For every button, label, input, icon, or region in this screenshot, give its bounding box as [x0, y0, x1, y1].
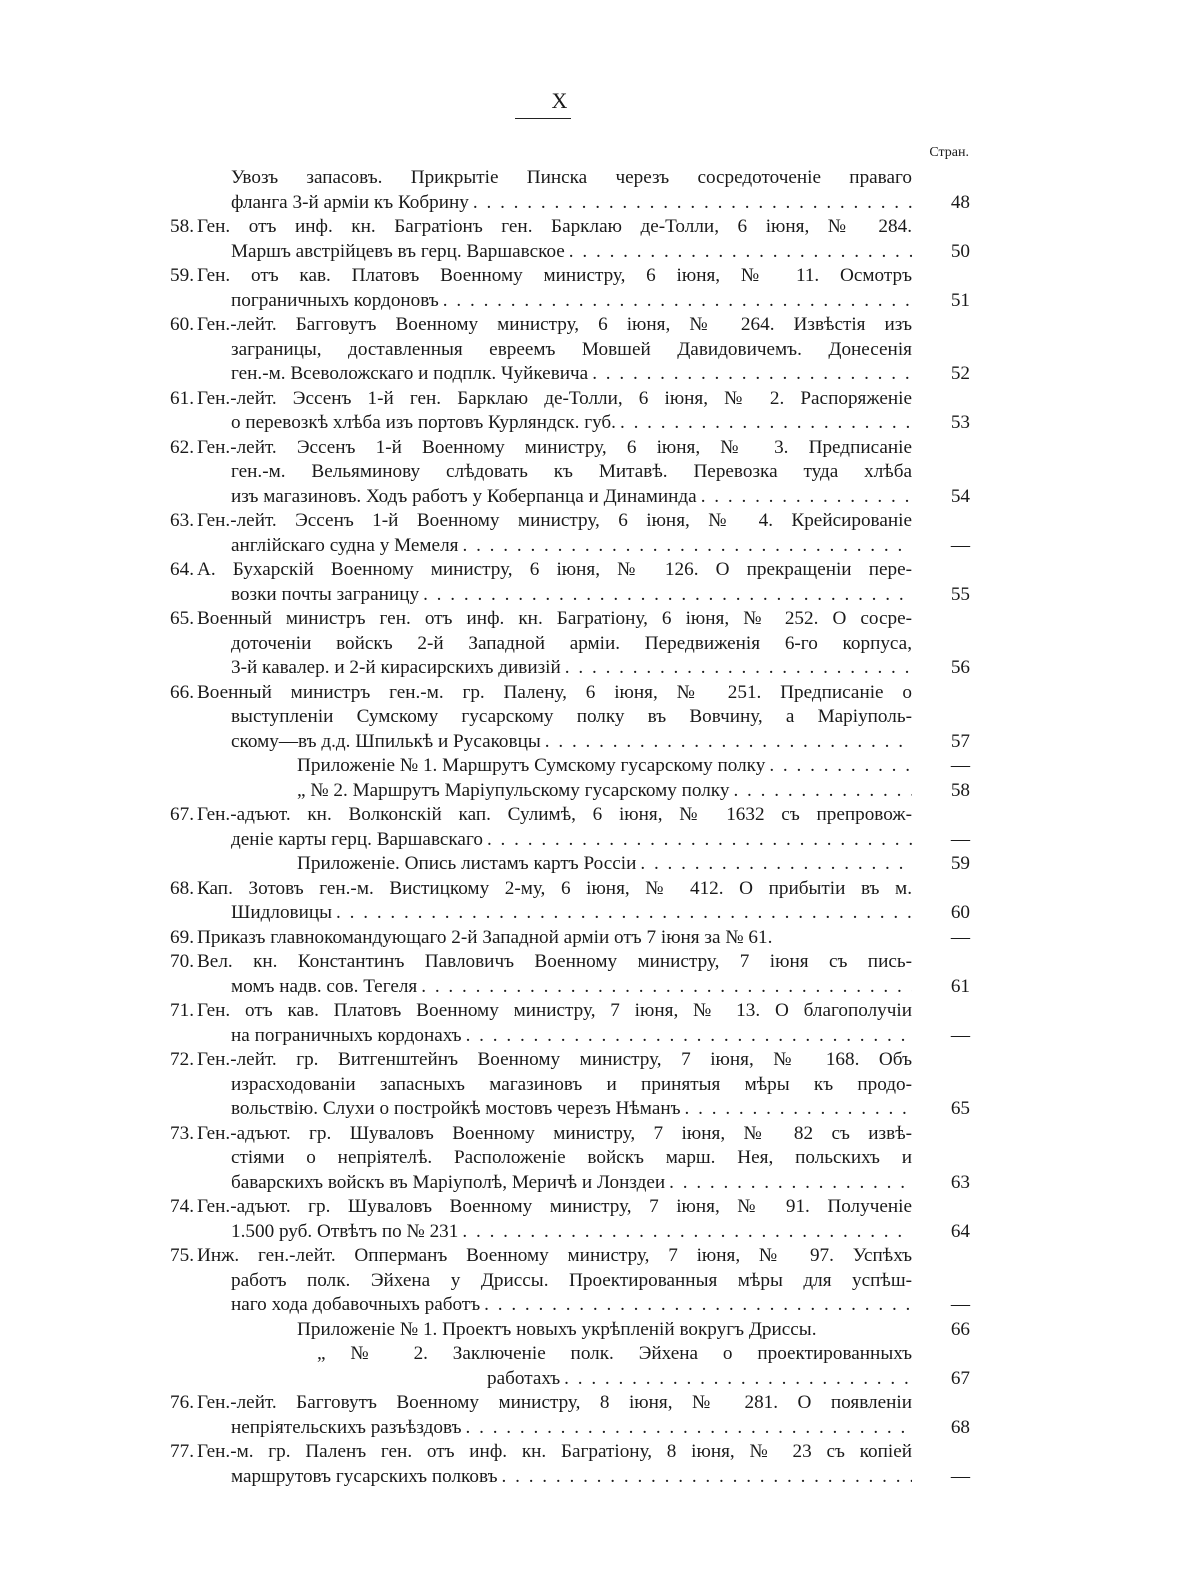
entry-last-line: маршрутовъ гусарскихъ полковъ . . .: [197, 1465, 912, 1490]
entry-page: —: [950, 534, 970, 556]
entry-page: 64: [950, 1220, 970, 1242]
entry-page: —: [950, 1465, 970, 1487]
entry-text: [197, 803, 912, 852]
entry-number: 77.: [170, 1441, 194, 1462]
entry-line: Ген. отъ кав. Платовъ Военному министру, 7 іюня, № 13. О благополучіи: [197, 1000, 912, 1021]
entry-last-line: на пограничныхъ кордонахъ . . .: [197, 1024, 912, 1049]
entry-number: 64.: [170, 559, 194, 580]
leader-dots: [458, 534, 912, 559]
leader-dots: [417, 975, 912, 1000]
toc-entry: [160, 999, 970, 1048]
entry-text: [197, 166, 912, 215]
entry-page: —: [950, 926, 970, 948]
toc-entry: [160, 558, 970, 607]
entry-line: Ген.-лейт. Эссенъ 1-й Военному министру, 6 іюня, № 4. Крейсированіе: [197, 510, 912, 531]
entry-number: 72.: [170, 1049, 194, 1070]
toc-entry: [160, 754, 970, 779]
entry-last-line: фланга 3-й арміи къ Кобрину . . .: [197, 191, 912, 216]
entry-last-line: англійскаго судна у Мемеля . . .: [197, 534, 912, 559]
leader-dots: [616, 411, 912, 436]
entry-text: [197, 215, 912, 264]
entry-page: 55: [950, 583, 970, 605]
entry-text: [197, 1122, 912, 1196]
entry-number: [160, 1342, 197, 1391]
entry-line: Ген. отъ инф. кн. Багратіонъ ген. Барклаю де-Толли, 6 іюня, № 284.: [197, 216, 912, 237]
entry-text: [197, 607, 912, 681]
leader-dots: [588, 362, 912, 387]
entry-last-line: Приказъ главнокомандующаго 2-й Западной арміи отъ 7 іюня за № 61.: [197, 926, 773, 948]
entry-number: 59.: [170, 265, 194, 286]
entry-last-line: ген.-м. Всеволожскаго и подплк. Чуйкевича . . .: [197, 362, 912, 387]
entry-text: [197, 950, 912, 999]
toc-entry: [160, 779, 970, 804]
leader-dots: [498, 1465, 913, 1490]
leader-dots: [480, 1293, 912, 1318]
toc-entry: [160, 852, 970, 877]
leader-dots: [697, 485, 912, 510]
entry-number: [160, 1318, 197, 1343]
entry-last-line: Шидловицы . . .: [197, 901, 912, 926]
entry-last-line: 1.500 руб. Отвѣтъ по № 231 . . .: [197, 1220, 912, 1245]
entry-number: 66.: [170, 681, 194, 703]
toc-entry: [160, 436, 970, 510]
entry-line: Военный министръ ген. отъ инф. кн. Багратіону, 6 іюня, № 252. О сосре-: [197, 608, 912, 629]
table-of-contents: [160, 166, 970, 1489]
leader-dots: [458, 1220, 912, 1245]
entry-text: [197, 999, 912, 1048]
entry-last-line: работахъ . . .: [317, 1367, 912, 1392]
entry-number: [160, 166, 197, 215]
toc-entry: [160, 1195, 970, 1244]
toc-entry: [160, 1048, 970, 1122]
entry-page: 67: [950, 1367, 970, 1389]
toc-entry: [160, 877, 970, 926]
entry-page: 53: [950, 412, 970, 433]
entry-last-line: Приложеніе. Опись листамъ картъ Россіи . . .: [297, 852, 912, 877]
leader-dots: [541, 730, 912, 755]
entry-text: [197, 852, 912, 877]
entry-text: [197, 1244, 912, 1318]
toc-entry: [160, 1342, 970, 1391]
leader-dots: [560, 1367, 912, 1392]
toc-entry: [160, 926, 970, 951]
leader-dots: [483, 828, 912, 853]
toc-entry: [160, 1440, 970, 1489]
toc-entry: [160, 607, 970, 681]
entry-line: стіями о непріятелѣ. Расположеніе войскъ марш. Нея, польскихъ и: [231, 1147, 912, 1168]
entry-last-line: изъ магазиновъ. Ходъ работъ у Коберпанца и Динаминда . . .: [197, 485, 912, 510]
entry-line: ген.-м. Вельяминову слѣдовать къ Митавѣ. Перевозка туда хлѣба: [231, 461, 912, 482]
entry-last-line: наго хода добавочныхъ работъ . . .: [197, 1293, 912, 1318]
entry-page: 54: [950, 485, 970, 507]
entry-last-line: о перевозкѣ хлѣба изъ портовъ Курляндск. губ. . . .: [197, 411, 912, 436]
entry-line: Ген.-лейт. гр. Витгенштейнъ Военному министру, 7 іюня, № 168. Объ: [197, 1049, 912, 1070]
entry-page: 56: [950, 657, 970, 678]
entry-text: [197, 779, 912, 804]
toc-entry: [160, 1244, 970, 1318]
entry-line: „ № 2. Заключеніе полк. Эйхена о проектированныхъ: [317, 1343, 912, 1364]
entry-page: 57: [950, 730, 970, 752]
entry-page: 66: [950, 1318, 970, 1340]
entry-number: 74.: [170, 1196, 194, 1217]
toc-entry: [160, 215, 970, 264]
toc-entry: [160, 509, 970, 558]
entry-text: [197, 1391, 912, 1440]
toc-entry: [160, 166, 970, 215]
leader-dots: [469, 191, 912, 216]
toc-entry: [160, 387, 970, 436]
entry-line: израсходованіи запасныхъ магазиновъ и принятыя мѣры къ продо-: [231, 1073, 912, 1095]
toc-entry: [160, 681, 970, 755]
entry-line: Ген.-лейт. Эссенъ 1-й Военному министру, 6 іюня, № 3. Предписаніе: [197, 436, 912, 458]
leader-dots: [565, 240, 912, 265]
entry-line: Увозъ запасовъ. Прикрытіе Пинска черезъ сосредоточеніе праваго: [231, 167, 912, 188]
entry-line: Ген.-адъют. гр. Шуваловъ Военному министру, 7 іюня, № 82 съ извѣ-: [197, 1122, 912, 1144]
entry-page: 48: [950, 191, 970, 213]
entry-text: [197, 877, 912, 926]
entry-text: [197, 313, 912, 387]
leader-dots: [681, 1097, 912, 1122]
toc-entry: [160, 803, 970, 852]
toc-entry: [160, 1391, 970, 1440]
entry-line: работъ полк. Эйхена у Дриссы. Проектированныя мѣры для успѣш-: [231, 1269, 912, 1291]
entry-last-line: баварскихъ войскъ въ Маріуполѣ, Меричѣ и Лонздеи . . .: [197, 1171, 912, 1196]
entry-last-line: вольствію. Слухи о постройкѣ мостовъ черезъ Нѣманъ . . .: [197, 1097, 912, 1122]
entry-page: 60: [950, 902, 970, 923]
toc-entry: [160, 313, 970, 387]
entry-page: 61: [950, 975, 970, 997]
entry-page: 52: [950, 363, 970, 384]
entry-line: доточеніи войскъ 2-й Западной арміи. Передвиженія 6-го корпуса,: [231, 632, 912, 654]
entry-last-line: момъ надв. сов. Тегеля . . .: [197, 975, 912, 1000]
entry-number: 60.: [170, 314, 194, 335]
entry-last-line: Приложеніе № 1. Проектъ новыхъ укрѣпленій вокругъ Дриссы.: [297, 1318, 817, 1340]
entry-line: Ген.-адъют. гр. Шуваловъ Военному министру, 7 іюня, № 91. Полученіе: [197, 1196, 912, 1217]
toc-entry: [160, 264, 970, 313]
leader-dots: [729, 779, 912, 804]
entry-number: 68.: [170, 877, 194, 899]
entry-last-line: 3-й кавалер. и 2-й кирасирскихъ дивизій . . .: [197, 656, 912, 681]
entry-text: [197, 754, 912, 779]
entry-number: [160, 754, 197, 779]
leader-dots: [765, 754, 912, 779]
leader-dots: [439, 289, 912, 314]
entry-text: [197, 1342, 912, 1391]
entry-page: 68: [950, 1416, 970, 1438]
leader-dots: [419, 583, 912, 608]
entry-page: 50: [950, 240, 970, 262]
entry-line: Ген.-лейт. Багговутъ Военному министру, 8 іюня, № 281. О появленіи: [197, 1392, 912, 1413]
entry-text: [197, 1048, 912, 1122]
entry-text: [197, 436, 912, 510]
entry-line: Ген. отъ кав. Платовъ Военному министру, 6 іюня, № 11. Осмотръ: [197, 265, 912, 286]
entry-number: 76.: [170, 1392, 194, 1413]
entry-page: —: [950, 828, 970, 850]
toc-entry: [160, 1318, 970, 1343]
entry-text: [197, 264, 912, 313]
entry-page: —: [950, 1024, 970, 1046]
entry-text: [197, 1318, 912, 1343]
entry-text: [197, 558, 912, 607]
entry-line: Ген.-м. гр. Паленъ ген. отъ инф. кн. Багратіону, 8 іюня, № 23 съ копіей: [197, 1441, 912, 1462]
entry-page: 65: [950, 1098, 970, 1119]
toc-entry: [160, 950, 970, 999]
entry-last-line: непріятельскихъ разъѣздовъ . . .: [197, 1416, 912, 1441]
entry-line: Военный министръ ген.-м. гр. Палену, 6 іюня, № 251. Предписаніе о: [197, 681, 912, 703]
pages-column-label: Стран.: [929, 145, 969, 160]
entry-last-line: деніе карты герц. Варшавскаго . . .: [197, 828, 912, 853]
entry-page: 59: [950, 853, 970, 874]
entry-number: [160, 779, 197, 804]
entry-page: —: [950, 1294, 970, 1315]
entry-text: [197, 1440, 912, 1489]
entry-number: 62.: [170, 436, 194, 458]
leader-dots: [636, 852, 912, 877]
entry-number: 75.: [170, 1245, 194, 1266]
entry-last-line: Приложеніе № 1. Маршрутъ Сумскому гусарскому полку . . .: [297, 754, 912, 779]
entry-line: А. Бухарскій Военному министру, 6 іюня, № 126. О прекращеніи пере-: [197, 559, 912, 580]
entry-line: Кап. Зотовъ ген.-м. Вистицкому 2-му, 6 іюня, № 412. О прибытіи въ м.: [197, 877, 912, 899]
entry-page: 51: [950, 289, 970, 311]
entry-line: Вел. кн. Константинъ Павловичъ Военному министру, 7 іюня съ пись-: [197, 951, 912, 972]
entry-line: заграницы, доставленныя евреемъ Мовшей Давидовичемъ. Донесенія: [231, 338, 912, 360]
leader-dots: [561, 656, 912, 681]
leader-dots: [462, 1024, 912, 1049]
entry-text: [197, 387, 912, 436]
entry-number: 67.: [170, 804, 194, 825]
entry-text: [197, 1195, 912, 1244]
header-rule: [515, 118, 571, 119]
entry-text: [197, 509, 912, 558]
entry-line: Ген.-лейт. Эссенъ 1-й ген. Барклаю де-Толли, 6 іюня, № 2. Распоряженіе: [197, 387, 912, 409]
entry-line: Инж. ген.-лейт. Опперманъ Военному министру, 7 іюня, № 97. Успѣхъ: [197, 1245, 912, 1266]
entry-number: 63.: [170, 510, 194, 531]
entry-number: 71.: [170, 1000, 194, 1021]
entry-number: 65.: [170, 608, 194, 629]
leader-dots: [332, 901, 912, 926]
entry-page: 58: [950, 779, 970, 801]
entry-number: 73.: [170, 1122, 194, 1144]
entry-text: [197, 926, 912, 951]
leader-dots: [665, 1171, 912, 1196]
entry-text: [197, 681, 912, 755]
entry-line: Ген.-лейт. Багговутъ Военному министру, 6 іюня, № 264. Извѣстія изъ: [197, 314, 912, 335]
entry-number: 70.: [170, 951, 194, 972]
toc-entry: [160, 1122, 970, 1196]
entry-last-line: Маршъ австрійцевъ въ герц. Варшавское . . .: [197, 240, 912, 265]
entry-last-line: „ № 2. Маршрутъ Маріупульскому гусарскому полку . . .: [297, 779, 912, 804]
entry-number: [160, 852, 197, 877]
page-number-roman: X: [551, 88, 569, 113]
entry-number: 58.: [170, 216, 194, 237]
entry-page: —: [950, 755, 970, 776]
entry-number: 61.: [170, 387, 194, 409]
entry-last-line: возки почты заграницу . . .: [197, 583, 912, 608]
leader-dots: [462, 1416, 912, 1441]
entry-last-line: пограничныхъ кордоновъ . . .: [197, 289, 912, 314]
entry-last-line: скому—въ д.д. Шпилькѣ и Русаковцы . . .: [197, 730, 912, 755]
entry-number: 69.: [170, 926, 194, 948]
entry-page: 63: [950, 1171, 970, 1193]
entry-line: Ген.-адъют. кн. Волконскій кап. Сулимѣ, 6 іюня, № 1632 съ препровож-: [197, 804, 912, 825]
entry-line: выступленіи Сумскому гусарскому полку въ Вовчину, а Маріуполь-: [231, 706, 912, 727]
